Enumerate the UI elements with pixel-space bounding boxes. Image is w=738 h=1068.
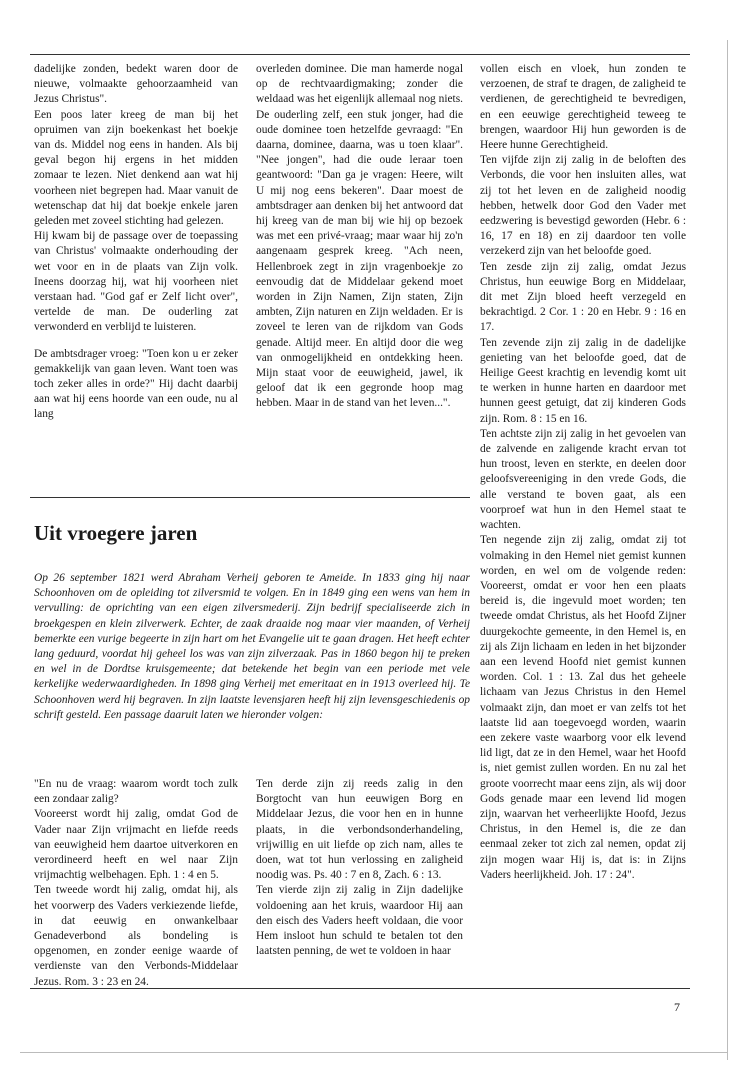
paragraph: dadelijke zonden, bedekt waren door de nieuwe, volmaakte gehoorzaamheid van Jezus Christus". <box>34 63 238 106</box>
paragraph: Ten vierde zijn zij zalig in Zijn dadelijke voldoening aan het kruis, waardoor Hij aan den eisch des Vaders heeft voldaan, die voor Hem insloot hun schuld te betalen tot den laatsten penning, de wet te voldoen in haar <box>256 884 463 958</box>
paragraph: Ten negende zijn zij zalig, omdat zij tot volmaking in den Hemel niet gemist kunnen worden, en wel om de volgende reden: Vooreerst, omdat er voor hen een plaats bereid is, die ingevuld moet worden; ten tweede omdat Christus, als het Hoofd Zijner duurgekochte gemeente, in den Hemel is, en zij als Zijn lichaam en leden in het bijzonder aan een levend Hoofd niet gemist kunnen worden. Col. 1 : 13. Zal dus het geheele lichaam van Jezus Christus in den Hemel volmaakt zijn, dan moet er van zelfs tot het laatste lid aan toegevoegd worden, waarin een zekere vaste waarborg voor elk levend lid ligt, dat ze in den Hemel, waar het Hoofd is, niet gemist zullen worden. En nu zal het groote voorrecht maar eens zijn, als wij door Gods genade maar een levend lid mogen zijn, waarvan het verheerlijkte Hoofd, Jezus Christus, in den Hemel is, die ze dan eenmaal zeker tot zich zal nemen, opdat zij zijn mogen waar Hij is, dat is: in Zijns Vaders heerlijkheid. Joh. 17 : 24". <box>480 534 686 881</box>
top-left-column <box>34 62 238 423</box>
paragraph: Een poos later kreeg de man bij het opruimen van zijn boekenkast het boekje van ds. Middel nog eens in handen. Als bij geval begon hij ergens in het midden zomaar te lezen. Niet denkend aan wat hij voorheen niet begrepen had. Maar vanuit de wetenschap dat hij dat boekje enkele jaren geleden met zoveel stichting had gelezen. <box>34 108 238 228</box>
paragraph: vollen eisch en vloek, hun zonden te verzoenen, de straf te dragen, de zaligheid te verdienen, de gerechtigheid te bevredigen, en een eeuwige gerechtigheid teweeg te brengen, waardoor Hij hun geworden is de Heere hunne Gerechtigheid. <box>480 63 686 152</box>
page-number: 7 <box>674 1000 680 1014</box>
paragraph: Vooreerst wordt hij zalig, omdat God de Vader naar Zijn vrijmacht en liefde reeds van eeuwigheid hem daartoe uitverkoren en verordineerd heeft en wel naar Zijn vrijmachtig welbehagen. Eph. 1 : 4 en 5. <box>34 808 238 882</box>
top-rule <box>30 54 690 55</box>
top-middle-column <box>256 62 463 412</box>
bottom-rule <box>30 988 690 989</box>
paragraph: De ambtsdrager vroeg: "Toen kon u er zeker gemakkelijk van gaan leven. Want toen was toch zeker alles in orde?" Hij dacht daarbij aan wat hij eens hoorde van een oude, nu al lang <box>34 347 238 421</box>
paragraph: Ten vijfde zijn zij zalig in de beloften des Verbonds, die voor hen insluiten alles, wat zij tot het leven en de zaligheid noodig hebben, hetwelk door God den Vader met eedzwering is bevestigd geworden (Hebr. 6 : 16, 17 en 18) en zij daardoor ten volle verzekerd zijn van het beloofde goed. <box>480 154 686 258</box>
bottom-middle-column <box>256 777 463 959</box>
bottom-left-column <box>34 777 238 990</box>
scan-edge-bottom <box>20 1052 727 1053</box>
paragraph: Ten derde zijn zij reeds zalig in den Borgtocht van hun eeuwigen Borg en Middelaar Jezus, die voor hen en in hunne plaats, in die verbondsonderhandeling, vrijwillig en uit liefde op zich nam, alles te doen, wat tot hun verlossing en zaligheid noodig was. Ps. 40 : 7 en 8, Zach. 6 : 13. <box>256 778 463 882</box>
paragraph: "En nu de vraag: waarom wordt toch zulk een zondaar zalig? <box>34 778 238 806</box>
article-intro: Op 26 september 1821 werd Abraham Verheij geboren te Ameide. In 1833 ging hij naar Schoonhoven om de opleiding tot zilversmid te volgen. En in 1849 ging een wens van hem in vervulling: de oprichting van een eigen zilversmederij. Zijn bedrijf specialiseerde zich in broekgespen en klein zilverwerk. Echter, de zaak draaide nog maar vier maanden, of Verheij bemerkte een vurige begeerte in zijn hart om het Evangelie uit te gaan dragen. Het heeft echter lang geduurd, voordat hij geheel los was van zijn zilverzaak. Pas in 1860 begon hij te preken en wel in de Dordtse kruisgemeente; dat betekende het begin van een periode met vele kerkelijke wederwaardigheden. In 1898 ging Verheij met emeritaat en in 1913 overleed hij. Te Schoonhoven werd hij begraven. In zijn laatste levensjaren heeft hij zijn levensgeschiedenis op schrift gesteld. Een passage daaruit laten we hieronder volgen: <box>34 572 470 721</box>
article-title: Uit vroegere jaren <box>34 521 198 545</box>
section-divider <box>30 497 470 498</box>
paragraph: Ten achtste zijn zij zalig in het gevoelen van de zalvende en zaligende kracht ervan tot hun troost, leven en sterkte, en deelen door geloofsvereeniging in den vrede Gods, die alle verstand te boven gaat, als een voorproef wat hun in den Hemel staat te wachten. <box>480 427 686 532</box>
paragraph: Ten tweede wordt hij zalig, omdat hij, als het voorwerp des Vaders verkiezende liefde, in dat eeuwig en onwankelbaar Genadeverbond als bondeling is opgenomen, en zonder eenige waarde of verdienste van den Verbonds-Middelaar Jezus. Rom. 3 : 23 en 24. <box>34 884 238 988</box>
right-column <box>480 62 686 883</box>
paragraph: overleden dominee. Die man hamerde nogal op de rechtvaardigmaking; zonder die weldaad was het eigenlijk allemaal nog niets. De ouderling zelf, een stuk jonger, had die oude dominee toen hetzelfde gevraagd: "En daarna, dominee, daarna, was u toen klaar". "Nee jongen", had die oude leraar toen geantwoord: "Dan ga je vragen: Heere, wilt U mij nog eens bekeren". Daar moest de ambtsdrager aan denken bij het antwoord dat hij kreeg van de man bij wie hij op bezoek was met een privé-vraag; maar waar hij zo'n aangenaam gesprek kreeg. "Ach neen, Hellenbroek zegt in zijn vragenboekje zo eenvoudig dat de Middelaar gekend moet worden in Zijn Namen, Zijn staten, Zijn ambten, Zijn naturen en Zijn weldaden. Er is zoveel te leren van de rijkdom van Gods genade. Altijd meer. En altijd door die weg van onmogelijkheid en ontdekking heen. Mijn staat voor de eeuwigheid, jawel, ik geloof dat ik een gegronde hoop mag hebben. Maar in de stand van het leven...". <box>256 63 463 410</box>
paragraph: Ten zevende zijn zij zalig in de dadelijke genieting van het beloofde goed, dat de Heilige Geest krachtig en levendig komt uit te werken in hunne harten en daardoor met hunnen geest getuigt, dat zij kinderen Gods zijn. Rom. 8 : 15 en 16. <box>480 336 686 425</box>
scan-edge-right <box>727 40 728 1060</box>
paragraph: Ten zesde zijn zij zalig, omdat Jezus Christus, hun eeuwige Borg en Middelaar, dit met Zijn bloed heeft verzegeld en bekrachtigd. 2 Cor. 1 : 20 en Hebr. 9 : 16 en 17. <box>480 260 686 334</box>
paragraph: Hij kwam bij de passage over de toepassing van Christus' volmaakte onderhouding der wet voor en in de plaats van Zijn volk. Ineens doorzag hij, wat hij voorheen niet verstaan had. "God gaf er Zelf licht over", vertelde de man. De ouderling zat verwonderd en verblijd te luisteren. <box>34 230 238 334</box>
